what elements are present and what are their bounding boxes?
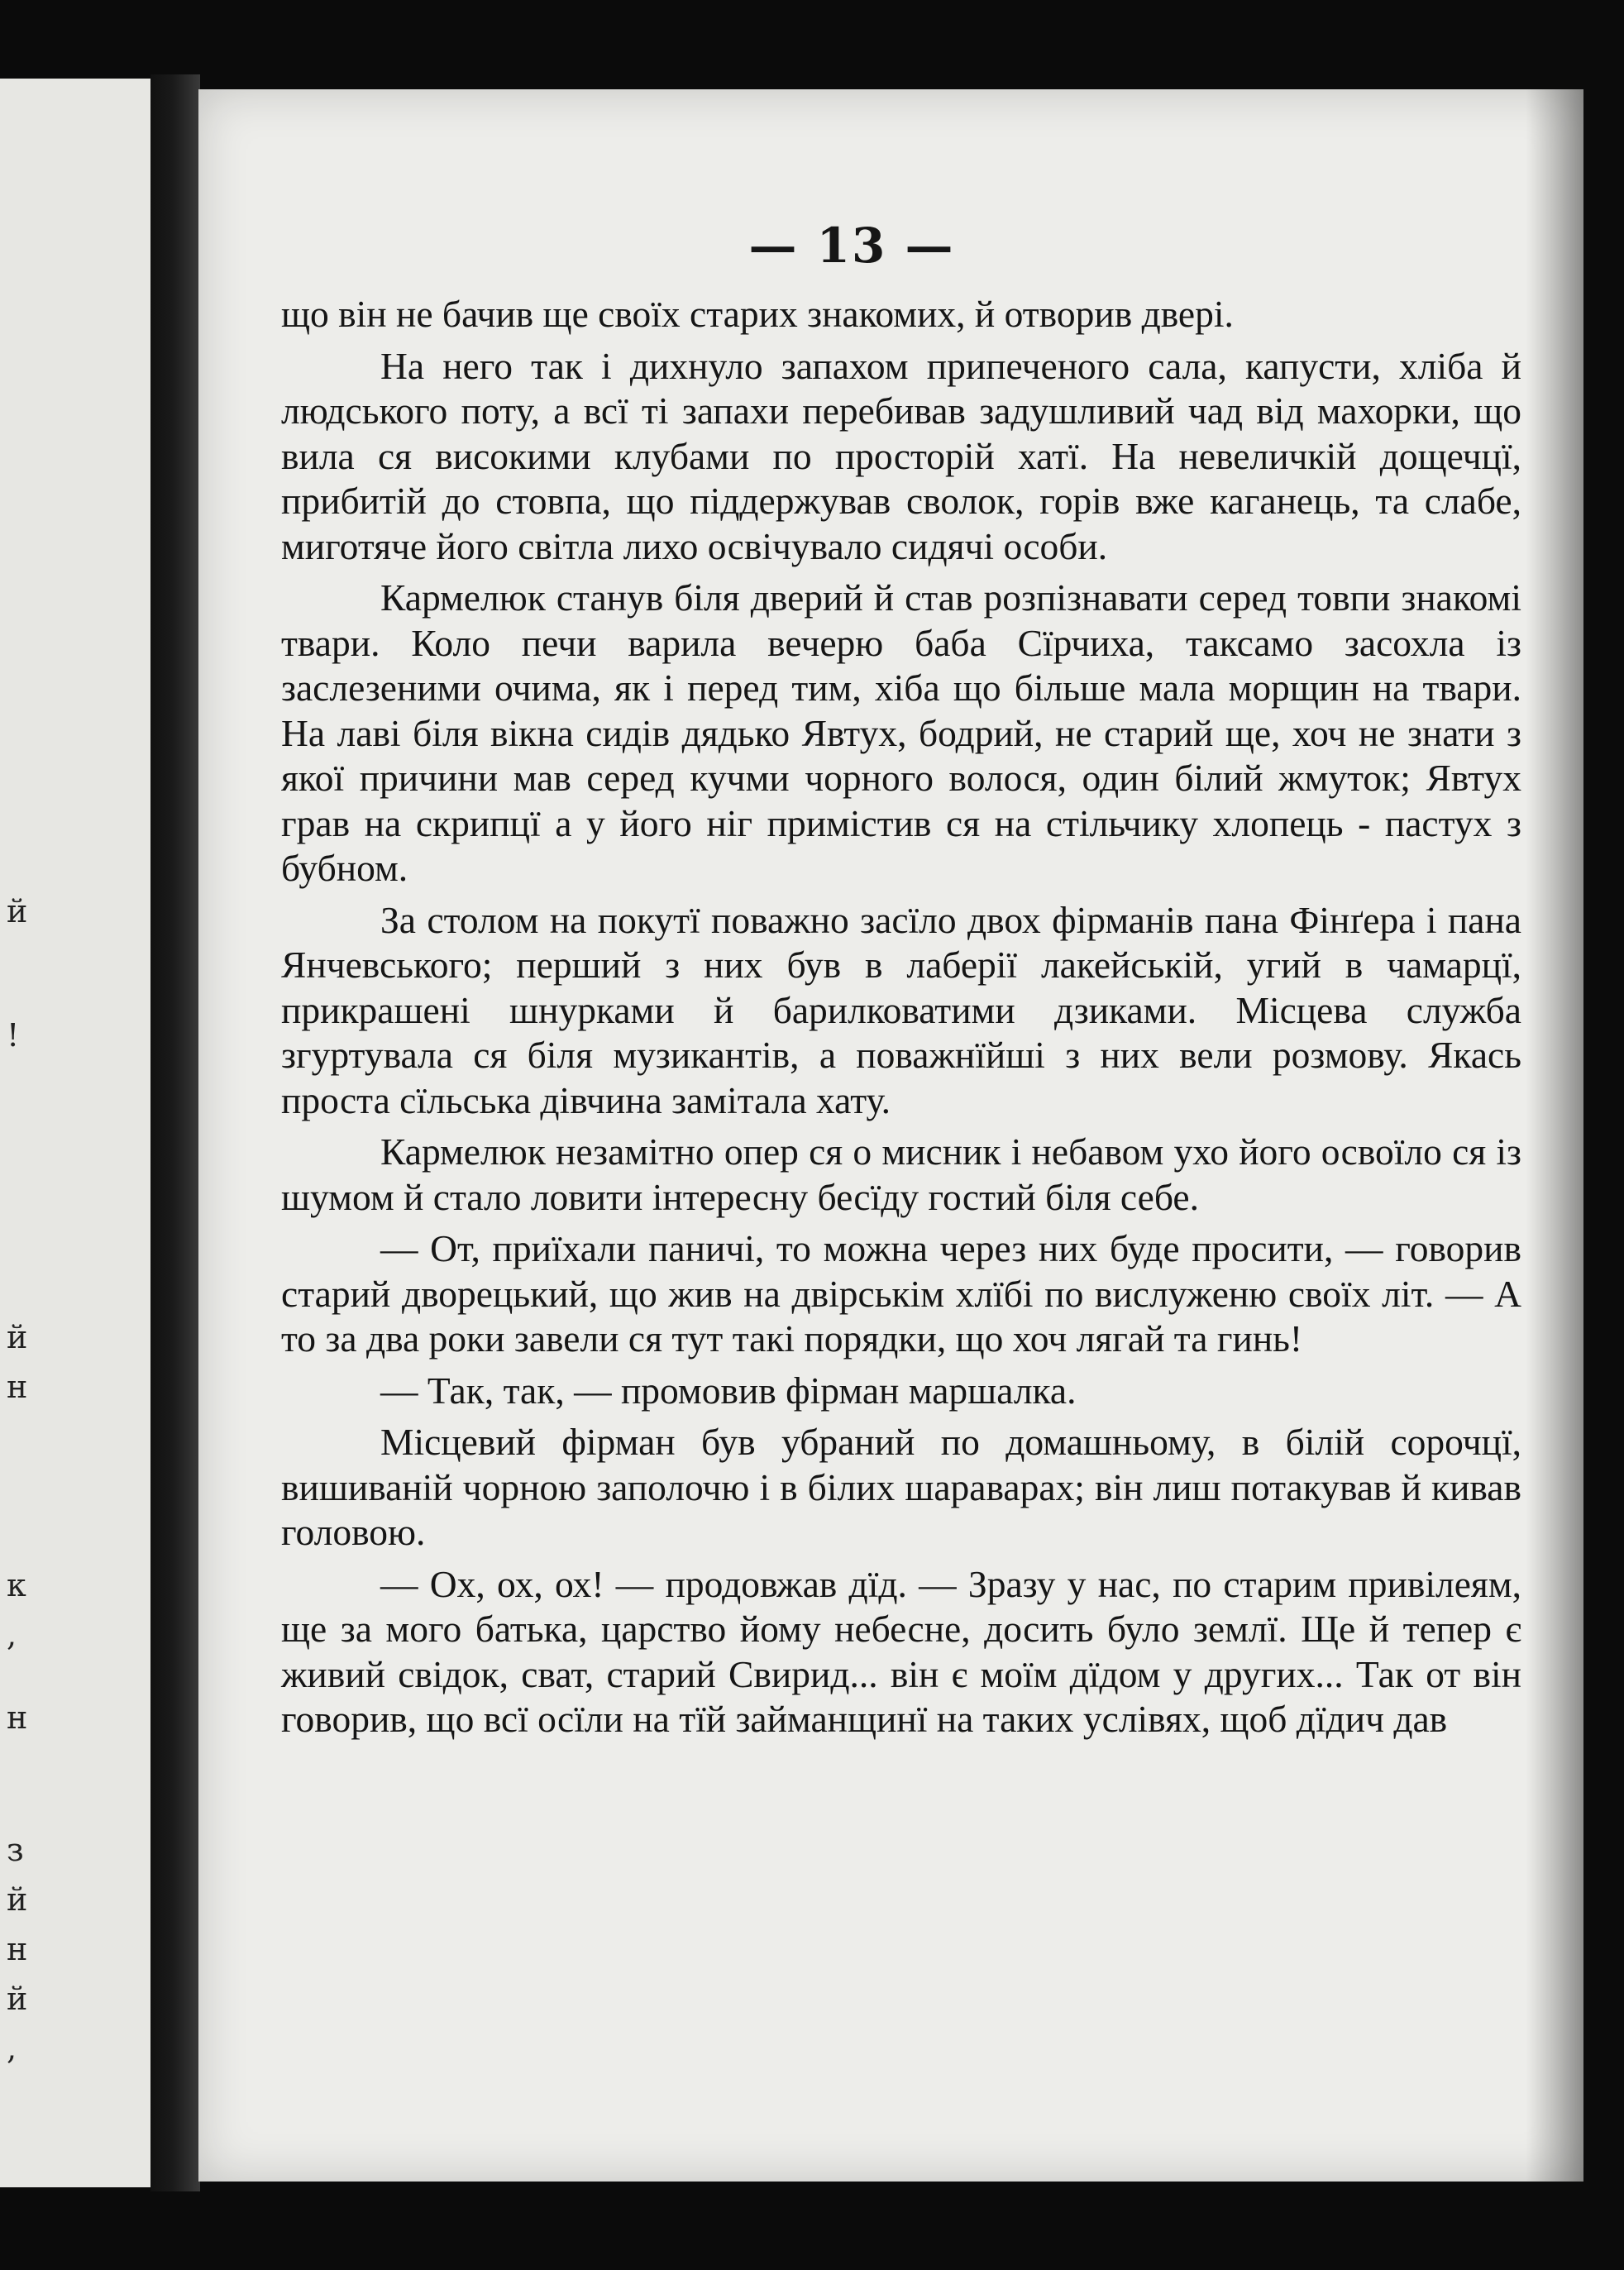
paragraph: На него так і дихнуло запахом припеченого сала, капусти, хліба й людського поту, а всї ті запахи перебивав задушливий чад від махорки, що вила ся високими клубами по просторій хатї. На невеличкій дощечцї, прибитій до стовпа, що піддержував сволок, горів вже каганець, та слабе, миготяче його світла лихо освічувало сидячі особи. xyxy=(281,344,1521,567)
paragraph: що він не бачив ще своїх старих знакомих, й отворив двері. xyxy=(281,293,1234,335)
book-gutter xyxy=(150,74,200,2191)
facing-page-letter: н xyxy=(7,1699,28,1736)
paragraph: Кармелюк незамітно опер ся о мисник і небавом ухо його освоїло ся із шумом й стало ловити інтересну бесїду гостий біля себе. xyxy=(281,1130,1521,1218)
paragraph: — Ох, ох, ох! — продовжав дїд. — Зразу у нас, по старим привілеям, ще за мого батька, царство йому небесне, досить було землї. Ще й тепер є живий свідок, сват, старий Свирид... він є моїм дїдом у других... Так от він говорив, що всї осїли на тїй займанщинї на таких услівях, щоб дїдич дав xyxy=(281,1562,1521,1740)
facing-page-edge xyxy=(0,79,150,2187)
facing-page-letter: й xyxy=(7,893,28,930)
facing-page-letter: ! xyxy=(7,1017,20,1054)
facing-page-letter: з xyxy=(7,1832,24,1868)
page-text xyxy=(281,292,1521,1749)
page-number: — 13 — xyxy=(748,217,955,274)
facing-page-letter: , xyxy=(7,2030,17,2067)
page-edge-shadow xyxy=(1526,89,1583,2182)
paragraph: За столом на покутї поважно засїло двох фірманів пана Фінґера і пана Янчевського; перший з них був в лаберії лакейській, угий в чамарцї, прикрашені шнурками й барилковатими дзиками. Місцева служба згуртувала ся біля музикантів, а поважнїйші з них вели розмову. Якась проста сїльська дівчина замітала хату. xyxy=(281,898,1521,1121)
facing-page-letter: й xyxy=(7,1981,28,2017)
paragraph: Кармелюк станув біля дверий й став розпізнавати серед товпи знакомі твари. Коло печи варила вечерю баба Сїрчиха, таксамо засохла із заслезеними очима, як і перед тим, хіба що більше мала морщин на твари. На лаві біля вікна сидів дядько Явтух, бодрий, не старий ще, хоч не знати з якої причини мав серед кучми чорного волося, один білий жмуток; Явтух грав на скрипцї а у його ніг примістив ся на стільчику хлопець - пастух з бубном. xyxy=(281,576,1521,889)
facing-page-letter: , xyxy=(7,1617,17,1653)
facing-page-letter: н xyxy=(7,1369,28,1405)
facing-page-letter: й xyxy=(7,1319,28,1355)
paragraph: — Так, так, — промовив фірман маршалка. xyxy=(380,1369,1077,1412)
paragraph: Місцевий фірман був убраний по домашньому, в білій сорочцї, вишиваній чорною заполочю і в білих шараварах; він лиш потакував й кивав головою. xyxy=(281,1421,1521,1553)
paragraph: — От, приїхали паничі, то можна через них буде просити, — говорив старий дворецький, що жив на двірськім хлїбі по вислуженю своїх літ. — А то за два роки завели ся тут такі порядки, що хоч лягай та гинь! xyxy=(281,1227,1521,1360)
book-page xyxy=(198,89,1583,2182)
facing-page-letter: й xyxy=(7,1881,28,1918)
facing-page-letter: к xyxy=(7,1567,26,1603)
facing-page-letter: н xyxy=(7,1931,28,1967)
